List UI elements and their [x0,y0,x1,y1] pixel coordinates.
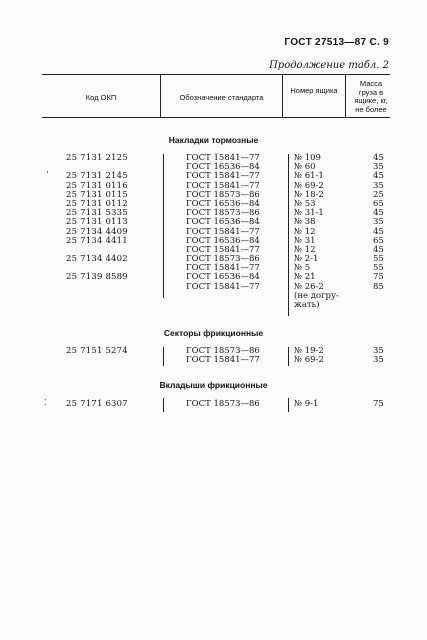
standard-cell: ГОСТ 15841—77 [186,244,260,255]
table-continuation-caption: Продолжение табл. 2 [269,60,389,71]
table-row [0,301,427,310]
cargo-mass-cell: 45 [373,171,384,182]
standard-cell: ГОСТ 18573—86 [186,399,260,409]
section-title: Накладки тормозные [168,135,259,145]
standard-cell: ГОСТ 18573—86 [186,346,260,356]
box-number-cell: № 21 [294,272,316,283]
standard-cell: ГОСТ 18573—86 [186,208,260,219]
standard-cell: ГОСТ 18573—86 [186,189,260,200]
column-divider [282,75,283,117]
standard-cell: ГОСТ 15841—77 [186,355,260,366]
column-header-cargo-mass: Масса груза в ящике, кг, не более [354,79,388,114]
standard-cell: ГОСТ 16536—84 [186,162,260,173]
okp-code-cell: 25 7151 5274 [66,346,128,356]
cargo-mass-cell: 35 [373,217,384,228]
cargo-mass-cell: 45 [373,153,384,163]
column-divider [345,75,346,117]
box-number-cell: № 5 [294,263,311,274]
standard-cell: ГОСТ 16536—84 [186,235,260,246]
standard-cell: ГОСТ 15841—77 [186,226,260,237]
section-title: Вкладыши фрикционные [159,380,268,390]
cargo-mass-cell: 55 [373,263,384,274]
cargo-mass-cell: 25 [373,189,384,200]
okp-code-cell: 25 7134 4402 [66,254,128,265]
box-number-cell: № 19-2 [294,346,324,356]
table-row [0,356,427,365]
standard-cell: ГОСТ 15841—77 [186,171,260,182]
okp-code-cell: 25 7139 8589 [66,272,128,283]
section-rows [0,154,427,310]
standard-cell: ГОСТ 15841—77 [186,180,260,191]
table-row [0,283,427,292]
cargo-mass-cell: 35 [373,346,384,356]
box-number-cell: № 69-2 [294,355,324,366]
box-number-cell: № 2-1 [294,254,319,265]
standard-cell: ГОСТ 18573—86 [186,254,260,265]
okp-code-cell: 25 7131 5335 [66,208,128,219]
cargo-mass-cell: 55 [373,254,384,265]
cargo-mass-cell: 35 [373,355,384,366]
cargo-mass-cell: 75 [373,272,384,283]
cargo-mass-cell: 45 [373,208,384,219]
cargo-mass-cell: 85 [373,281,384,292]
cargo-mass-cell: 65 [373,198,384,209]
section-title: Секторы фрикционные [163,328,264,338]
box-number-cell: № 31-1 [294,208,324,219]
margin-mark: ⁚ [44,398,47,407]
box-number-cell: (не догру- [294,290,339,301]
standard-cell: ГОСТ 16536—84 [186,198,260,209]
table-header-bottom-rule [42,117,390,118]
standard-cell: ГОСТ 16536—84 [186,217,260,228]
box-number-cell: № 12 [294,244,316,255]
standard-cell: ГОСТ 15841—77 [186,281,260,292]
okp-code-cell: 25 7131 0116 [66,180,128,191]
okp-code-cell: 25 7131 0112 [66,198,128,209]
standard-cell: ГОСТ 15841—77 [186,263,260,274]
box-number-cell: № 26-2 [294,281,324,292]
cargo-mass-cell: 65 [373,235,384,246]
okp-code-cell: 25 7171 6307 [66,399,128,409]
cargo-mass-cell: 45 [373,226,384,237]
standard-cell: ГОСТ 15841—77 [186,153,260,163]
cargo-mass-cell: 35 [373,162,384,173]
table-row [0,400,427,409]
okp-code-cell: 25 7134 4409 [66,226,128,237]
cargo-mass-cell: 45 [373,244,384,255]
margin-mark: ʻ [46,170,49,179]
box-number-cell: № 61-1 [294,171,324,182]
okp-code-cell: 25 7134 4411 [66,235,128,246]
box-number-cell: № 9-1 [294,399,319,409]
table-top-rule [42,74,390,75]
column-header-box-number: Номер ящика [290,86,338,95]
okp-code-cell: 25 7131 0113 [66,217,128,228]
section-rows [0,347,427,365]
box-number-cell: № 69-2 [294,180,324,191]
table-row [0,292,427,301]
box-number-cell: № 109 [294,153,321,163]
okp-code-cell: 25 7131 2145 [66,171,128,182]
cargo-mass-cell: 35 [373,180,384,191]
box-number-cell: № 53 [294,198,316,209]
cargo-mass-cell: 75 [373,399,384,409]
box-number-cell: жать) [294,300,320,310]
box-number-cell: № 18-2 [294,189,324,200]
okp-code-cell: 25 7131 2125 [66,153,128,163]
box-number-cell: № 60 [294,162,316,173]
box-number-cell: № 38 [294,217,316,228]
standard-cell: ГОСТ 16536—84 [186,272,260,283]
column-header-standard: Обозначение стандарта [179,93,264,102]
okp-code-cell: 25 7131 0115 [66,189,128,200]
section-rows [0,400,427,409]
page-header: ГОСТ 27513—87 С. 9 [284,37,389,48]
column-header-okp-code: Код ОКП [85,93,117,102]
box-number-cell: № 31 [294,235,316,246]
box-number-cell: № 12 [294,226,316,237]
